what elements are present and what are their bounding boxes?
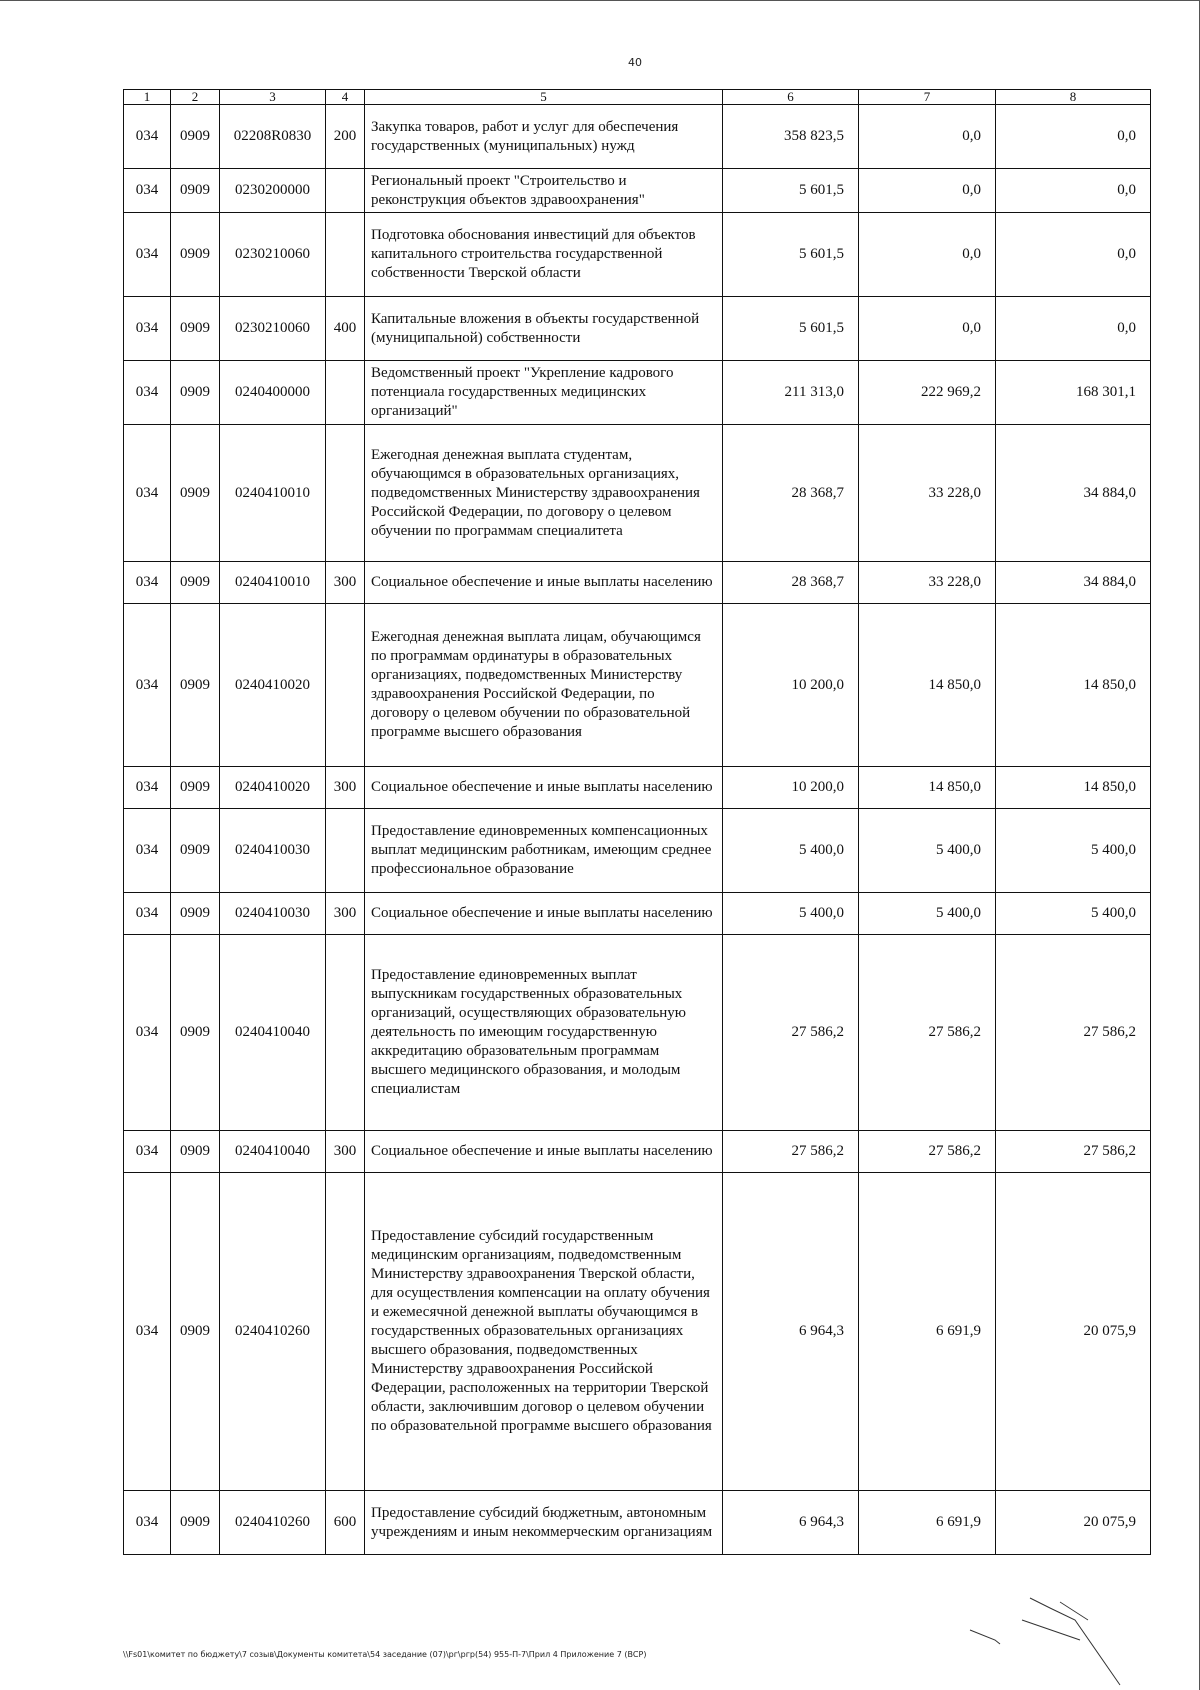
table-row xyxy=(124,1131,1151,1173)
table-row xyxy=(124,297,1151,361)
amount-year1-cell: 27 586,2 xyxy=(723,1131,859,1173)
amount-year3-cell: 27 586,2 xyxy=(996,1131,1151,1173)
table-row xyxy=(124,1491,1151,1555)
expense-type-cell xyxy=(326,169,365,213)
table-row xyxy=(124,562,1151,604)
amount-year2-cell: 0,0 xyxy=(859,213,996,297)
amount-year3-cell: 34 884,0 xyxy=(996,562,1151,604)
amount-year1-cell: 358 823,5 xyxy=(723,105,859,169)
expense-type-cell: 300 xyxy=(326,893,365,935)
column-header: 6 xyxy=(723,90,859,105)
chapter-code-cell: 034 xyxy=(124,1491,171,1555)
amount-year3-cell: 168 301,1 xyxy=(996,361,1151,425)
chapter-code-cell: 034 xyxy=(124,935,171,1131)
description-cell: Социальное обеспечение и иные выплаты населению xyxy=(365,562,723,604)
amount-year3-cell: 0,0 xyxy=(996,213,1151,297)
amount-year3-cell: 14 850,0 xyxy=(996,767,1151,809)
section-code-cell: 0909 xyxy=(171,767,220,809)
description-cell: Закупка товаров, работ и услуг для обеспечения государственных (муниципальных) нужд xyxy=(365,105,723,169)
page-number: 40 xyxy=(628,56,642,69)
amount-year2-cell: 6 691,9 xyxy=(859,1173,996,1491)
description-cell: Региональный проект "Строительство и реконструкция объектов здравоохранения" xyxy=(365,169,723,213)
target-article-cell: 0240410260 xyxy=(220,1173,326,1491)
column-header: 4 xyxy=(326,90,365,105)
chapter-code-cell: 034 xyxy=(124,425,171,562)
chapter-code-cell: 034 xyxy=(124,169,171,213)
expense-type-cell: 400 xyxy=(326,297,365,361)
section-code-cell: 0909 xyxy=(171,213,220,297)
amount-year1-cell: 6 964,3 xyxy=(723,1491,859,1555)
amount-year3-cell: 27 586,2 xyxy=(996,935,1151,1131)
table-row xyxy=(124,767,1151,809)
description-cell: Ежегодная денежная выплата студентам, обучающимся в образовательных организациях, подведомственных Министерству здравоохранения Российской Федерации, по договору о целевом обучении по программам специалитета xyxy=(365,425,723,562)
amount-year3-cell: 5 400,0 xyxy=(996,893,1151,935)
section-code-cell: 0909 xyxy=(171,604,220,767)
amount-year1-cell: 28 368,7 xyxy=(723,425,859,562)
target-article-cell: 0230210060 xyxy=(220,213,326,297)
expense-type-cell: 600 xyxy=(326,1491,365,1555)
chapter-code-cell: 034 xyxy=(124,213,171,297)
amount-year2-cell: 33 228,0 xyxy=(859,562,996,604)
target-article-cell: 0230210060 xyxy=(220,297,326,361)
amount-year3-cell: 5 400,0 xyxy=(996,809,1151,893)
amount-year1-cell: 27 586,2 xyxy=(723,935,859,1131)
chapter-code-cell: 034 xyxy=(124,809,171,893)
target-article-cell: 0240410030 xyxy=(220,809,326,893)
expense-type-cell xyxy=(326,604,365,767)
chapter-code-cell: 034 xyxy=(124,893,171,935)
description-cell: Социальное обеспечение и иные выплаты населению xyxy=(365,767,723,809)
amount-year1-cell: 5 400,0 xyxy=(723,809,859,893)
table-row xyxy=(124,425,1151,562)
table-row xyxy=(124,809,1151,893)
expense-type-cell xyxy=(326,935,365,1131)
section-code-cell: 0909 xyxy=(171,425,220,562)
section-code-cell: 0909 xyxy=(171,1131,220,1173)
column-header: 5 xyxy=(365,90,723,105)
amount-year2-cell: 0,0 xyxy=(859,169,996,213)
table-row xyxy=(124,604,1151,767)
expense-type-cell xyxy=(326,809,365,893)
target-article-cell: 0240410040 xyxy=(220,935,326,1131)
section-code-cell: 0909 xyxy=(171,893,220,935)
amount-year3-cell: 20 075,9 xyxy=(996,1491,1151,1555)
description-cell: Ежегодная денежная выплата лицам, обучающимся по программам ординатуры в образовательных организациях, подведомственных Министерству здравоохранения Российской Федерации, по договору о целевом обучении по образовательной программе высшего образования xyxy=(365,604,723,767)
amount-year2-cell: 0,0 xyxy=(859,105,996,169)
footer-file-path: \\Fs01\комитет по бюджету\7 созыв\Документы комитета\54 заседание (07)\рг\ргр(54) 955-П-7\Прил 4 Приложение 7 (ВСР) xyxy=(123,1650,647,1659)
section-code-cell: 0909 xyxy=(171,562,220,604)
target-article-cell: 0240410260 xyxy=(220,1491,326,1555)
target-article-cell: 0240410020 xyxy=(220,604,326,767)
target-article-cell: 02208R0830 xyxy=(220,105,326,169)
target-article-cell: 0240410030 xyxy=(220,893,326,935)
amount-year3-cell: 0,0 xyxy=(996,105,1151,169)
amount-year2-cell: 14 850,0 xyxy=(859,604,996,767)
amount-year3-cell: 34 884,0 xyxy=(996,425,1151,562)
amount-year2-cell: 14 850,0 xyxy=(859,767,996,809)
description-cell: Капитальные вложения в объекты государственной (муниципальной) собственности xyxy=(365,297,723,361)
description-cell: Социальное обеспечение и иные выплаты населению xyxy=(365,893,723,935)
section-code-cell: 0909 xyxy=(171,1491,220,1555)
description-cell: Ведомственный проект "Укрепление кадрового потенциала государственных медицинских организаций" xyxy=(365,361,723,425)
target-article-cell: 0240410040 xyxy=(220,1131,326,1173)
amount-year1-cell: 10 200,0 xyxy=(723,604,859,767)
amount-year1-cell: 10 200,0 xyxy=(723,767,859,809)
chapter-code-cell: 034 xyxy=(124,604,171,767)
chapter-code-cell: 034 xyxy=(124,1173,171,1491)
amount-year1-cell: 5 601,5 xyxy=(723,169,859,213)
amount-year1-cell: 6 964,3 xyxy=(723,1173,859,1491)
amount-year2-cell: 5 400,0 xyxy=(859,809,996,893)
table-row xyxy=(124,361,1151,425)
table-row xyxy=(124,935,1151,1131)
chapter-code-cell: 034 xyxy=(124,361,171,425)
amount-year2-cell: 27 586,2 xyxy=(859,1131,996,1173)
amount-year3-cell: 14 850,0 xyxy=(996,604,1151,767)
amount-year2-cell: 5 400,0 xyxy=(859,893,996,935)
expense-type-cell: 300 xyxy=(326,562,365,604)
table-row xyxy=(124,169,1151,213)
expense-type-cell xyxy=(326,213,365,297)
table-row xyxy=(124,893,1151,935)
target-article-cell: 0240400000 xyxy=(220,361,326,425)
chapter-code-cell: 034 xyxy=(124,562,171,604)
amount-year3-cell: 20 075,9 xyxy=(996,1173,1151,1491)
expense-type-cell xyxy=(326,425,365,562)
target-article-cell: 0240410020 xyxy=(220,767,326,809)
table-row xyxy=(124,105,1151,169)
table-row xyxy=(124,213,1151,297)
target-article-cell: 0230200000 xyxy=(220,169,326,213)
chapter-code-cell: 034 xyxy=(124,105,171,169)
column-header: 8 xyxy=(996,90,1151,105)
description-cell: Предоставление единовременных компенсационных выплат медицинским работникам, имеющим среднее профессиональное образование xyxy=(365,809,723,893)
budget-table xyxy=(123,89,1151,1555)
column-header: 3 xyxy=(220,90,326,105)
amount-year1-cell: 28 368,7 xyxy=(723,562,859,604)
amount-year1-cell: 5 601,5 xyxy=(723,297,859,361)
chapter-code-cell: 034 xyxy=(124,1131,171,1173)
amount-year2-cell: 27 586,2 xyxy=(859,935,996,1131)
amount-year1-cell: 211 313,0 xyxy=(723,361,859,425)
amount-year3-cell: 0,0 xyxy=(996,169,1151,213)
amount-year2-cell: 6 691,9 xyxy=(859,1491,996,1555)
description-cell: Предоставление субсидий государственным медицинским организациям, подведомственным Министерству здравоохранения Тверской области, для осуществления компенсации на оплату обучения и ежемесячной денежной выплаты обучающимся в государственных образовательных организациях высшего образования, подведомственных Министерству здравоохранения Российской Федерации, расположенных на территории Тверской области, заключившим договор о целевом обучении по образовательной программе высшего образования xyxy=(365,1173,723,1491)
column-number-header-row xyxy=(124,90,1151,105)
column-header: 7 xyxy=(859,90,996,105)
description-cell: Подготовка обоснования инвестиций для объектов капитального строительства государственной собственности Тверской области xyxy=(365,213,723,297)
expense-type-cell xyxy=(326,1173,365,1491)
expense-type-cell xyxy=(326,361,365,425)
section-code-cell: 0909 xyxy=(171,105,220,169)
section-code-cell: 0909 xyxy=(171,809,220,893)
section-code-cell: 0909 xyxy=(171,361,220,425)
amount-year1-cell: 5 601,5 xyxy=(723,213,859,297)
expense-type-cell: 300 xyxy=(326,767,365,809)
description-cell: Предоставление субсидий бюджетным, автономным учреждениям и иным некоммерческим организациям xyxy=(365,1491,723,1555)
section-code-cell: 0909 xyxy=(171,169,220,213)
expense-type-cell: 300 xyxy=(326,1131,365,1173)
amount-year1-cell: 5 400,0 xyxy=(723,893,859,935)
amount-year2-cell: 33 228,0 xyxy=(859,425,996,562)
section-code-cell: 0909 xyxy=(171,297,220,361)
page-border-top xyxy=(0,0,1200,1)
section-code-cell: 0909 xyxy=(171,935,220,1131)
chapter-code-cell: 034 xyxy=(124,297,171,361)
amount-year3-cell: 0,0 xyxy=(996,297,1151,361)
table-row xyxy=(124,1173,1151,1491)
expense-type-cell: 200 xyxy=(326,105,365,169)
description-cell: Предоставление единовременных выплат выпускникам государственных образовательных организаций, осуществляющих образовательную деятельность по имеющим государственную аккредитацию образовательным программам высшего медицинского образования, и молодым специалистам xyxy=(365,935,723,1131)
description-cell: Социальное обеспечение и иные выплаты населению xyxy=(365,1131,723,1173)
target-article-cell: 0240410010 xyxy=(220,425,326,562)
amount-year2-cell: 0,0 xyxy=(859,297,996,361)
section-code-cell: 0909 xyxy=(171,1173,220,1491)
amount-year2-cell: 222 969,2 xyxy=(859,361,996,425)
chapter-code-cell: 034 xyxy=(124,767,171,809)
column-header: 1 xyxy=(124,90,171,105)
column-header: 2 xyxy=(171,90,220,105)
signature-mark xyxy=(960,1590,1130,1690)
target-article-cell: 0240410010 xyxy=(220,562,326,604)
